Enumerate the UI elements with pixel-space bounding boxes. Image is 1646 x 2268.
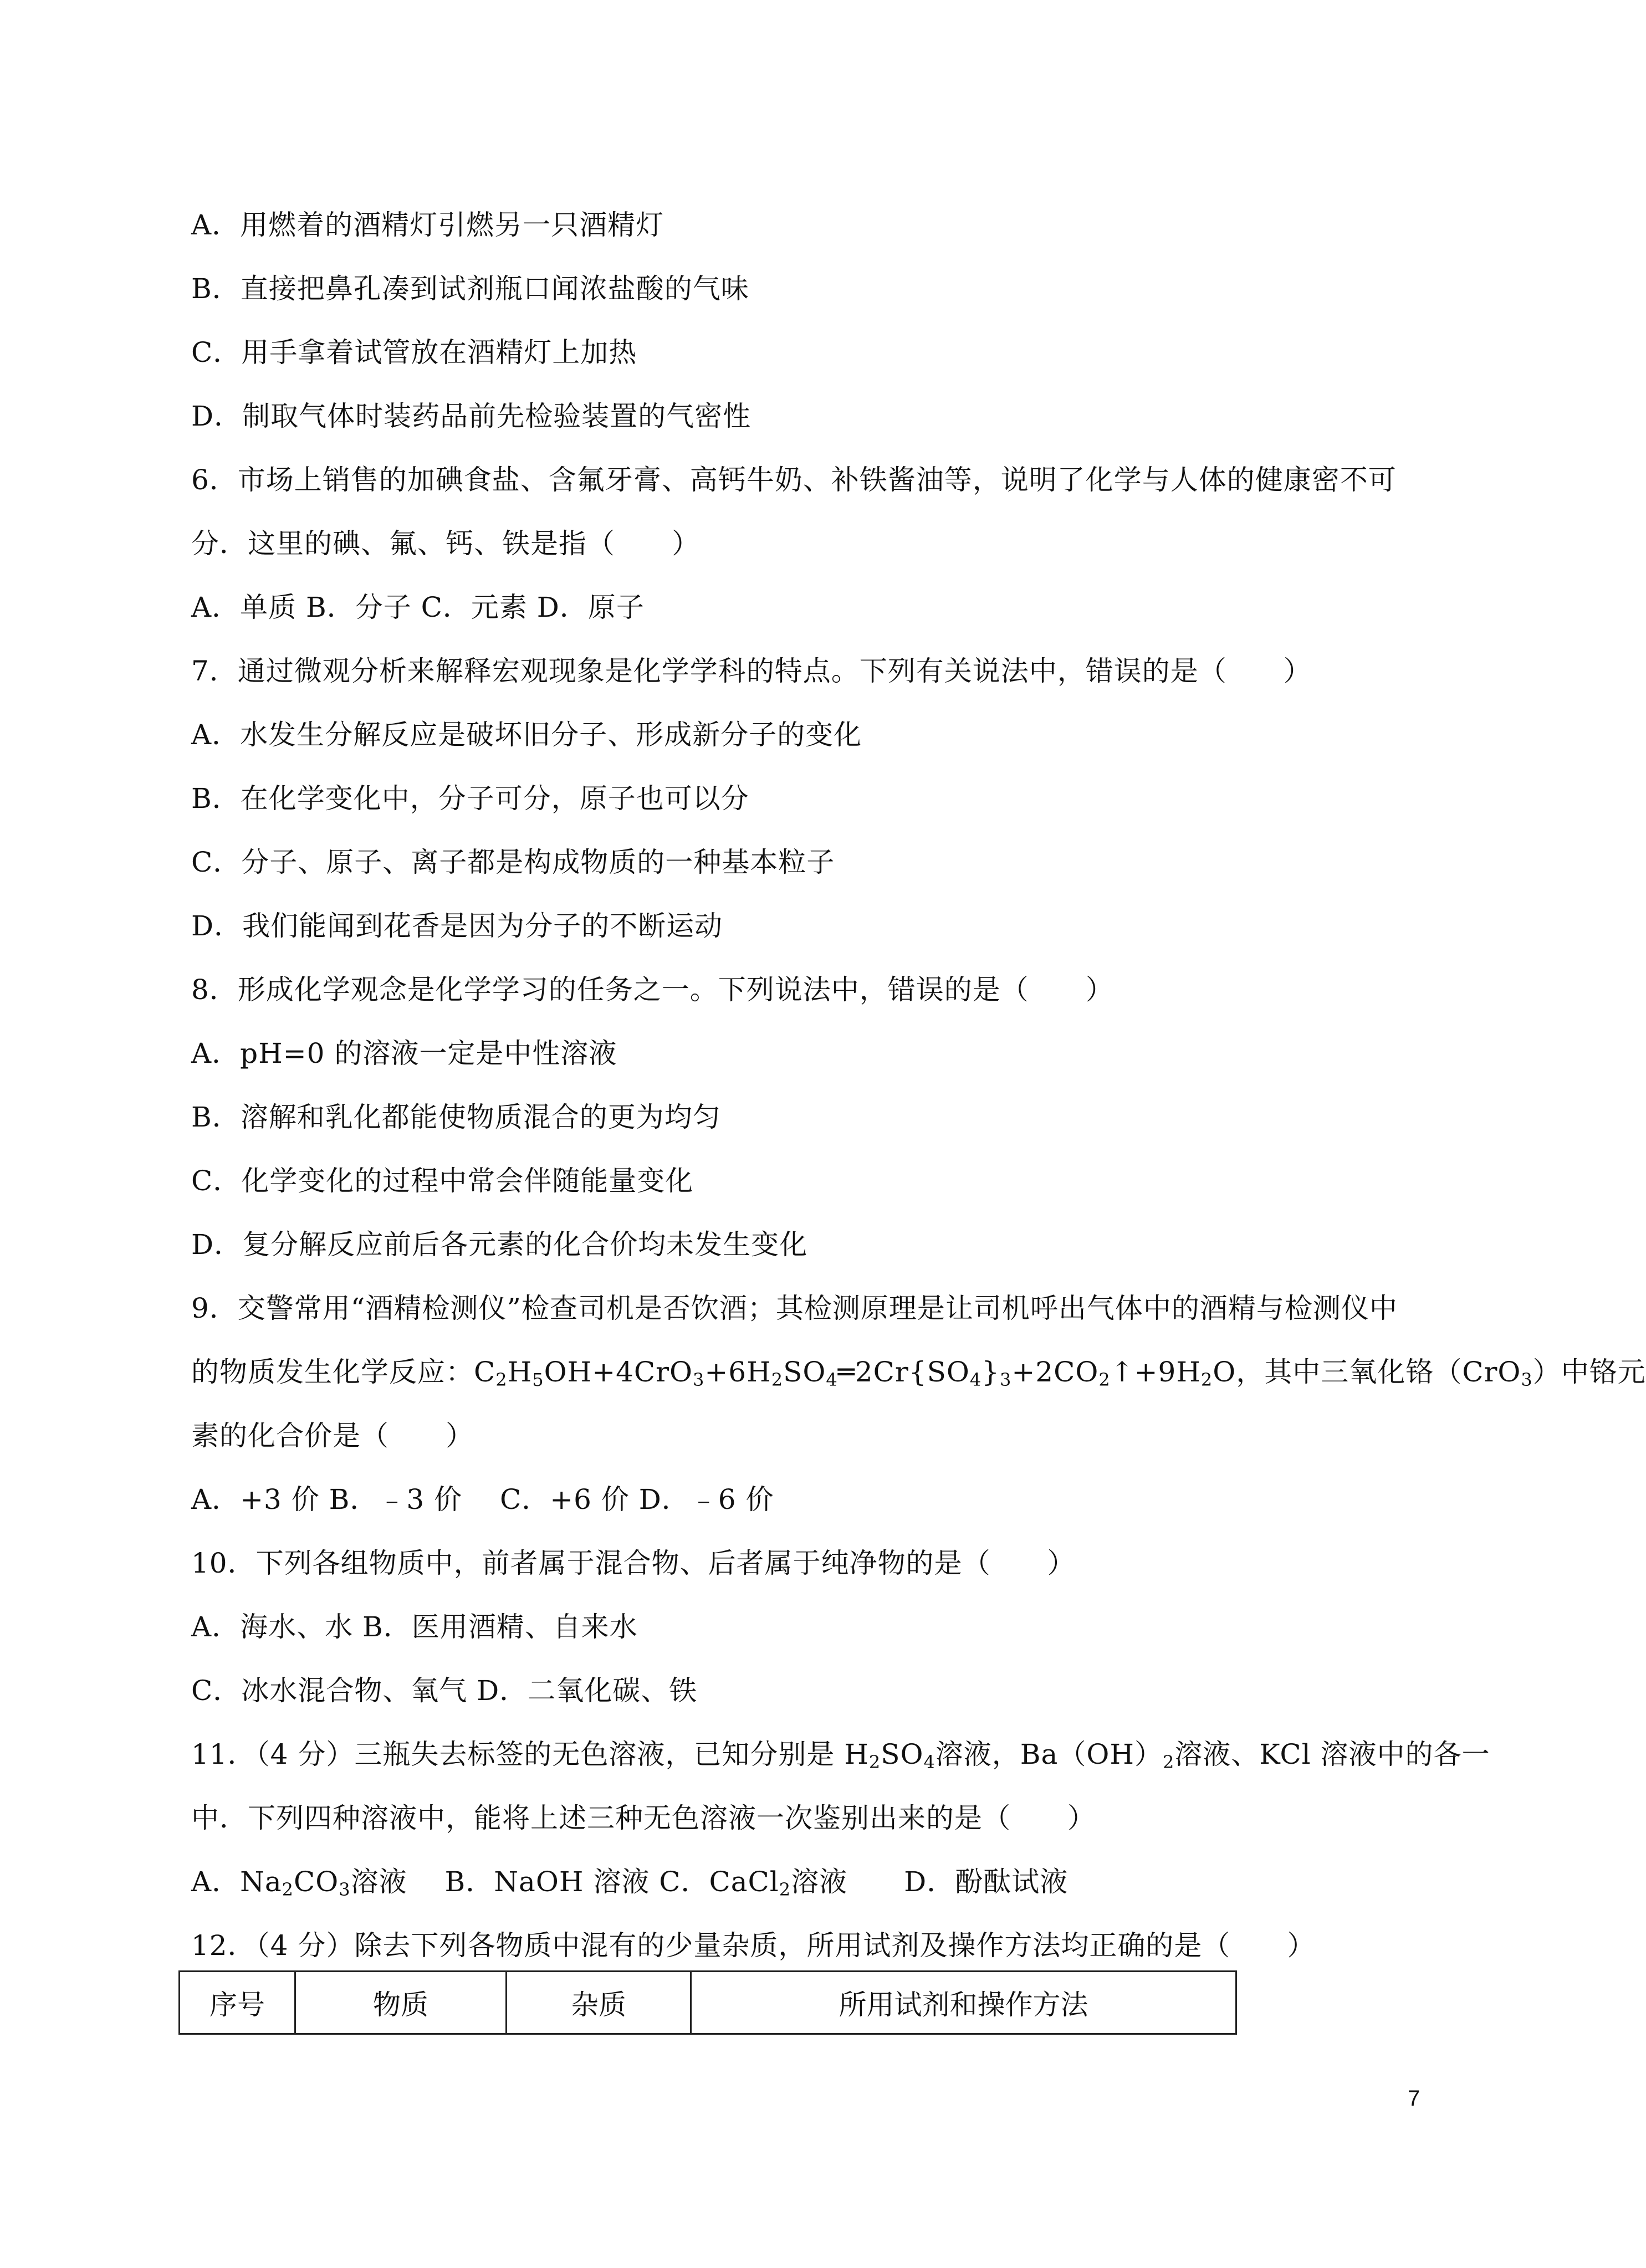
text-line: A．$Na_2CO_3$溶液 B．NaOH 溶液 C．CaCl$_2$溶液 D．酚酞试液 xyxy=(191,1866,1069,1900)
text-line: 7．通过微观分析来解释宏观现象是化学学科的特点。下列有关说法中，错误的是（ ） xyxy=(191,655,1312,687)
table-header-cell: 序号 xyxy=(180,1972,295,2034)
text-line: B．溶解和乳化都能使物质混合的更为均匀 xyxy=(191,1101,721,1133)
subscript: 2 xyxy=(282,1879,294,1900)
text-line: 分．这里的碘、氟、钙、铁是指（ ） xyxy=(191,528,700,560)
text-line: 的物质发生化学反应：$C_2H_5OH+4CrO_3+6H_2SO_4═2Cr\{SO_4\}_3+2CO_2↑+9H_2O$，其中三氧化铬（CrO$_3$）中铬元 xyxy=(191,1356,1646,1390)
text-line: D．我们能闻到花香是因为分子的不断运动 xyxy=(191,910,723,942)
text-line: 9．交警常用“酒精检测仪”检查司机是否饮酒；其检测原理是让司机呼出气体中的酒精与检测仪中 xyxy=(191,1292,1398,1324)
subscript: 3 xyxy=(339,1879,351,1900)
subscript: 3 xyxy=(1000,1369,1012,1390)
subscript: 2 xyxy=(1200,1369,1213,1390)
reagent-table xyxy=(178,1970,1237,2035)
text-line: B．在化学变化中，分子可分，原子也可以分 xyxy=(191,782,749,815)
subscript: 3 xyxy=(693,1369,705,1390)
text-line: 中．下列四种溶液中，能将上述三种无色溶液一次鉴别出来的是（ ） xyxy=(191,1802,1096,1834)
text-line: C．用手拿着试管放在酒精灯上加热 xyxy=(191,336,637,368)
text-line: 6．市场上销售的加碘食盐、含氟牙膏、高钙牛奶、补铁酱油等，说明了化学与人体的健康密不可 xyxy=(191,464,1397,496)
text-line: 8．形成化学观念是化学学习的任务之一。下列说法中，错误的是（ ） xyxy=(191,974,1114,1006)
subscript: 2 xyxy=(868,1752,881,1773)
subscript: 5 xyxy=(532,1369,544,1390)
text-line: D．复分解反应前后各元素的化合价均未发生变化 xyxy=(191,1228,808,1261)
subscript: 2 xyxy=(495,1369,508,1390)
subscript: 2 xyxy=(1162,1752,1175,1773)
text-line: A．海水、水 B．医用酒精、自来水 xyxy=(191,1611,638,1643)
text-line: A．pH=0 的溶液一定是中性溶液 xyxy=(191,1037,617,1069)
text-line: A．+3 价 B．﹣3 价 C．+6 价 D．﹣6 价 xyxy=(191,1483,774,1516)
text-line: A．水发生分解反应是破坏旧分子、形成新分子的变化 xyxy=(191,719,862,751)
text-line: 10．下列各组物质中，前者属于混合物、后者属于纯净物的是（ ） xyxy=(191,1547,1076,1579)
subscript: 3 xyxy=(1521,1369,1533,1390)
subscript: 2 xyxy=(1098,1369,1111,1390)
text-line: C．化学变化的过程中常会伴随能量变化 xyxy=(191,1165,694,1197)
text-line: A．用燃着的酒精灯引燃另一只酒精灯 xyxy=(191,209,664,241)
text-line: 12．（4 分）除去下列各物质中混有的少量杂质，所用试剂及操作方法均正确的是（ ） xyxy=(191,1929,1316,1962)
subscript: 4 xyxy=(826,1369,838,1390)
text-line: 11．（4 分）三瓶失去标签的无色溶液，已知分别是 $H_2SO_4$溶液，$Ba(OH)_2$溶液、KCl 溶液中的各一 xyxy=(191,1738,1490,1773)
text-line: C．冰水混合物、氧气 D．二氧化碳、铁 xyxy=(191,1675,698,1707)
subscript: 2 xyxy=(779,1879,791,1900)
subscript: 4 xyxy=(969,1369,982,1390)
table-header-row xyxy=(180,1972,1236,2034)
subscript: 2 xyxy=(771,1369,784,1390)
text-line: 素的化合价是（ ） xyxy=(191,1420,474,1452)
page-number: 7 xyxy=(1408,2086,1420,2111)
text-line: D．制取气体时装药品前先检验装置的气密性 xyxy=(191,400,752,432)
table-header-cell: 所用试剂和操作方法 xyxy=(691,1972,1236,2034)
text-line: B．直接把鼻孔凑到试剂瓶口闻浓盐酸的气味 xyxy=(191,273,749,305)
table-header-cell: 物质 xyxy=(295,1972,507,2034)
text-line: C．分子、原子、离子都是构成物质的一种基本粒子 xyxy=(191,846,835,878)
text-line: A．单质 B．分子 C．元素 D．原子 xyxy=(191,591,645,623)
subscript: 4 xyxy=(923,1752,936,1773)
table-header-cell: 杂质 xyxy=(507,1972,691,2034)
